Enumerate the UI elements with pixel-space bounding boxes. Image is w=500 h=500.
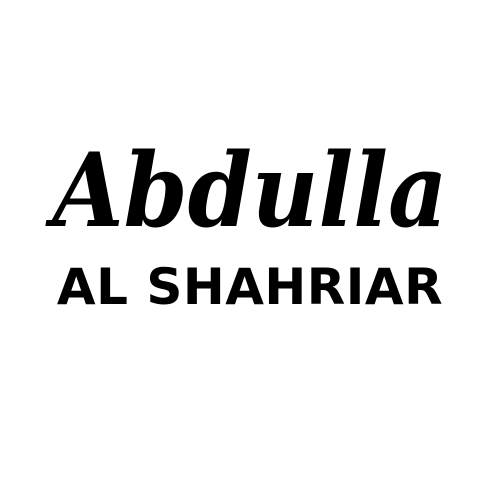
surname-text: AL SHAHRIAR: [56, 258, 444, 316]
script-first-name: [40, 118, 460, 268]
first-name-text: Abdulla: [45, 131, 448, 251]
